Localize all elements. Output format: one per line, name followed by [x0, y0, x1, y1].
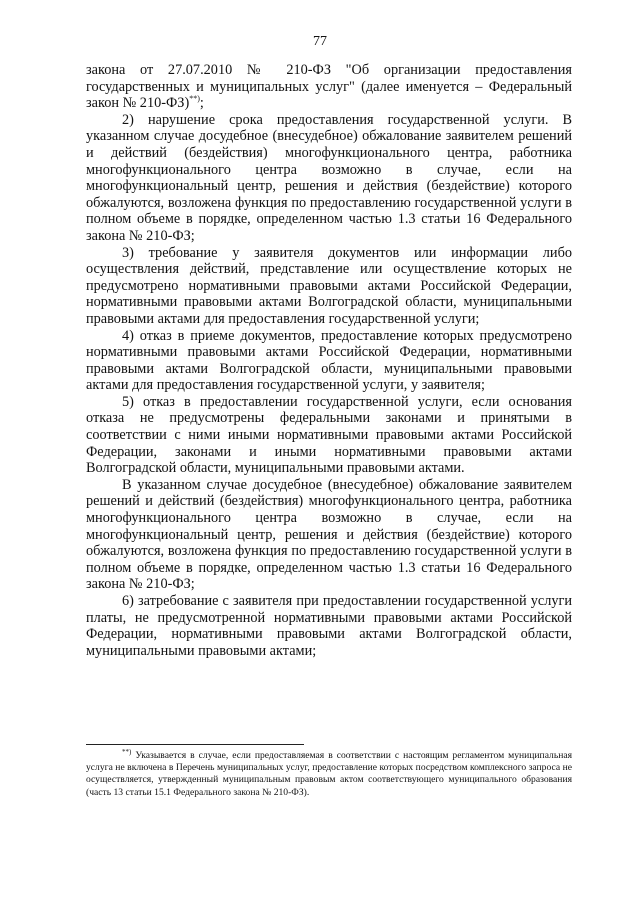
paragraph-law-reference	[86, 62, 572, 112]
footnote-divider	[86, 744, 304, 745]
paragraph-item-2: 2) нарушение срока предоставления государственной услуги. В указанном случае досудебное (внесудебное) обжалование заявителем решений и действий (бездействия) многофункционального центра, работника многофункционального центра возможно в случае, если на многофункциональный центр, решения и действия (бездействие) которого обжалуются, возложена функция по предоставлению государственной услуги в полном объеме в порядке, определенном частью 1.3 статьи 16 Федерального закона № 210-ФЗ;	[86, 111, 572, 244]
footnote-reference: **)	[189, 94, 200, 104]
paragraph-item-4: 4) отказ в приеме документов, предоставление которых предусмотрено нормативными правовыми актами Российской Федерации, нормативными правовыми актами Волгоградской области, муниципальными правовыми актами для предоставления государственной услуги, у заявителя;	[86, 327, 572, 394]
footnote-mark: **)	[122, 747, 132, 756]
paragraph-tail: ;	[199, 95, 204, 112]
page-number: 77	[313, 34, 327, 49]
paragraph-item-6: 6) затребование с заявителя при предоставлении государственной услуги платы, не предусмотренной нормативными правовыми актами Российской Федерации, нормативными правовыми актами Волгоградской области, муниципальными правовыми актами;	[86, 593, 572, 659]
footnote	[86, 747, 573, 799]
document-body	[86, 62, 572, 659]
paragraph-item-5: 5) отказ в предоставлении государственной услуги, если основания отказа не предусмотрены федеральными законами и принятыми в соответствии с ними иными нормативными правовыми актами Российской Федерации, законами и иными нормативными правовыми актами Волгоградской области, муниципальными правовыми актами.	[86, 393, 572, 477]
paragraph-item-3: 3) требование у заявителя документов или информации либо осуществления действий, представление или осуществление которых не предусмотрено нормативными правовыми актами Российской Федерации, нормативными правовыми актами Волгоградской области, муниципальными правовыми актами для предоставления государственной услуги;	[86, 244, 572, 327]
footnote-text: Указывается в случае, если предоставляемая в соответствии с настоящим регламентом муниципальная услуга не включена в Перечень муниципальных услуг, предоставление которых посредством комплексного запроса не осуществляется, утвержденный муниципальным правовым актом соответствующего муниципального образования (часть 13 статьи 15.1 Федерального закона № 210-ФЗ).	[86, 750, 573, 798]
paragraph-mfc-case: В указанном случае досудебное (внесудебное) обжалование заявителем решений и действий (бездействия) многофункционального центра, работника многофункционального центра возможно в случае, если на многофункциональный центр, решения и действия (бездействие) которого обжалуются, возложена функция по предоставлению государственной услуги в полном объеме в порядке, определенном частью 1.3 статьи 16 Федерального закона № 210-ФЗ;	[86, 476, 572, 593]
paragraph-text: закона от 27.07.2010 № 210-ФЗ "Об организации предоставления государственных и муниципальных услуг" (далее именуется – Федеральный закон № 210-ФЗ)	[86, 62, 572, 112]
